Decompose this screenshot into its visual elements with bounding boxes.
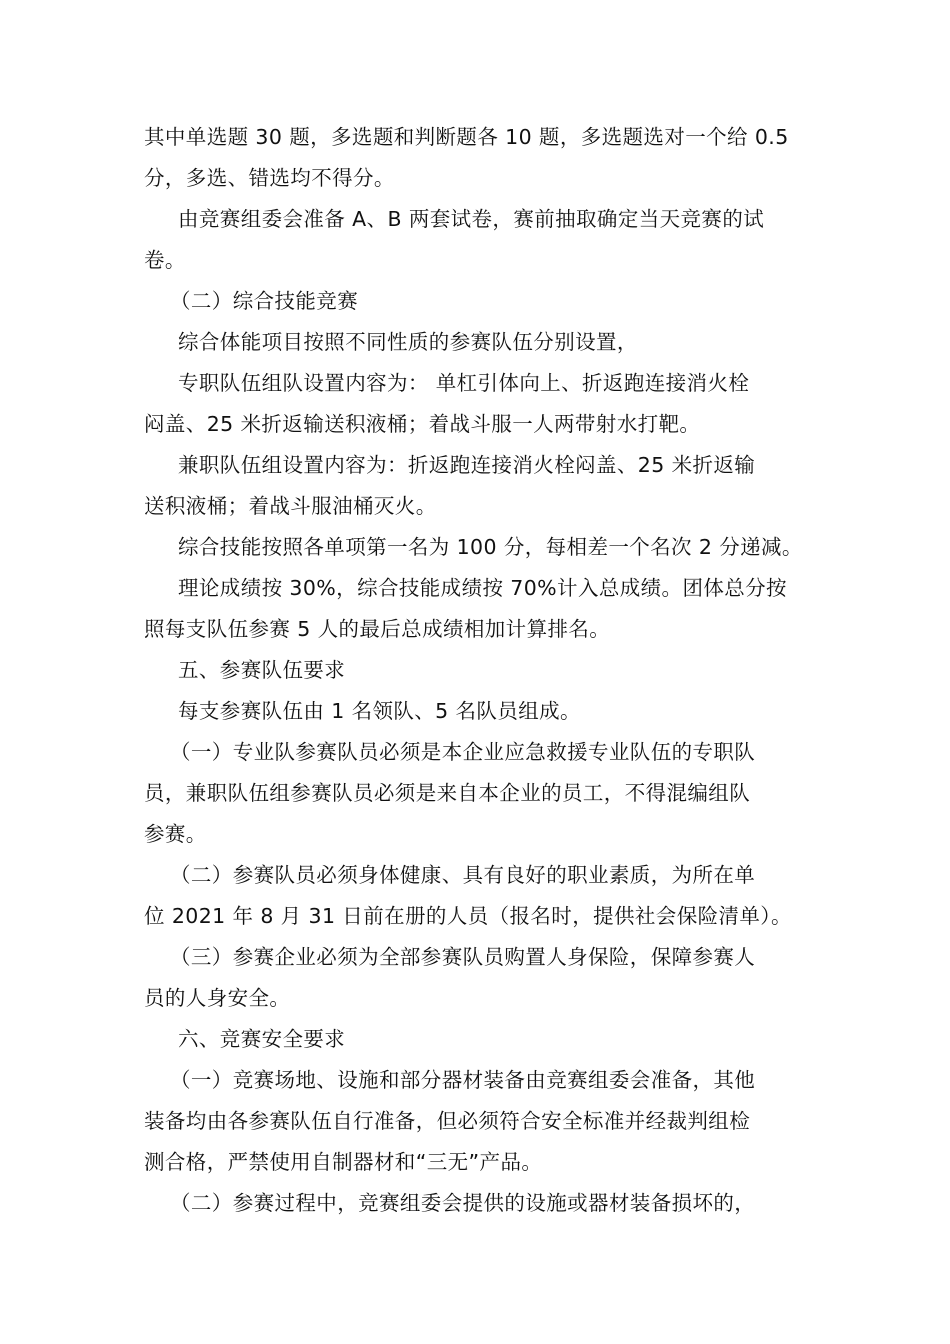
text-line: （一）专业队参赛队员必须是本企业应急救援专业队伍的专职队: [170, 740, 756, 764]
section-heading: 六、竞赛安全要求: [178, 1027, 346, 1051]
text-line: 综合体能项目按照不同性质的参赛队伍分别设置，: [178, 330, 638, 354]
text-line: 分，多选、错选均不得分。: [144, 166, 395, 190]
text-line: 员的人身安全。: [144, 986, 291, 1010]
text-line: 卷。: [144, 248, 186, 272]
text-line: 参赛。: [144, 822, 207, 846]
text-line: 照每支队伍参赛 5 人的最后总成绩相加计算排名。: [144, 617, 611, 641]
text-line: （三）参赛企业必须为全部参赛队员购置人身保险，保障参赛人: [170, 945, 756, 969]
text-line: （二）参赛过程中，竞赛组委会提供的设施或器材装备损坏的，: [170, 1191, 756, 1215]
text-line: 装备均由各参赛队伍自行准备，但必须符合安全标准并经裁判组检: [144, 1109, 751, 1133]
text-line: 测合格，严禁使用自制器材和“三无”产品。: [144, 1150, 543, 1174]
text-line: 由竞赛组委会准备 A、B 两套试卷，赛前抽取确定当天竞赛的试: [178, 207, 765, 231]
text-line: 理论成绩按 30%，综合技能成绩按 70%计入总成绩。团体总分按: [178, 576, 787, 600]
section-heading: 五、参赛队伍要求: [178, 658, 346, 682]
text-line: （二）参赛队员必须身体健康、具有良好的职业素质，为所在单: [170, 863, 756, 887]
text-line: 兼职队伍组设置内容为：折返跑连接消火栓闷盖、25 米折返输: [178, 453, 756, 477]
text-line: 位 2021 年 8 月 31 日前在册的人员（报名时，提供社会保险清单）。: [144, 904, 792, 928]
text-line: 每支参赛队伍由 1 名领队、5 名队员组成。: [178, 699, 581, 723]
text-line: 综合技能按照各单项第一名为 100 分，每相差一个名次 2 分递减。: [178, 535, 803, 559]
text-line: 送积液桶；着战斗服油桶灭火。: [144, 494, 437, 518]
text-line: （一）竞赛场地、设施和部分器材装备由竞赛组委会准备，其他: [170, 1068, 756, 1092]
text-line: 闷盖、25 米折返输送积液桶；着战斗服一人两带射水打靶。: [144, 412, 701, 436]
text-line: 专职队伍组队设置内容为： 单杠引体向上、折返跑连接消火栓: [178, 371, 750, 395]
section-heading: （二）综合技能竞赛: [170, 289, 359, 313]
text-line: 其中单选题 30 题，多选题和判断题各 10 题，多选题选对一个给 0.5: [144, 125, 789, 149]
text-line: 员，兼职队伍组参赛队员必须是来自本企业的员工，不得混编组队: [144, 781, 751, 805]
